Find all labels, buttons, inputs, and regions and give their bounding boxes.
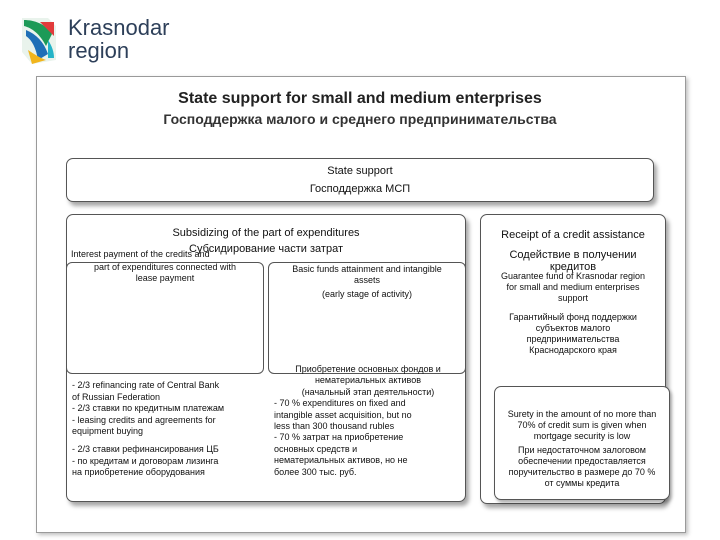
surety-en-line-1: Surety in the amount of no more than — [507, 409, 657, 419]
funds-line-6: less than 300 thousand rubles — [274, 421, 395, 432]
surety-en — [495, 409, 669, 442]
fund-en-line-2: for small and medium enterprises — [506, 282, 640, 292]
surety-box — [494, 386, 670, 500]
funds-label-2: assets — [353, 275, 380, 285]
krasnodar-region-logo — [18, 12, 170, 74]
guarantee-fund-en — [481, 271, 665, 304]
funds-details — [274, 364, 462, 478]
interest-line-7: - по кредитам и договорам лизинга — [72, 455, 219, 466]
interest-line-6: - 2/3 ставки рефинансирования ЦБ — [72, 443, 219, 454]
surety-ru-line-2: обеспечении предоставляется — [518, 456, 646, 466]
surety-ru-line-4: от суммы кредита — [544, 478, 620, 488]
basic-funds-box — [268, 262, 466, 374]
funds-line-1: Приобретение основных фондов и — [295, 364, 441, 374]
interest-line-5: equipment buying — [72, 426, 144, 437]
state-support-en: State support — [327, 165, 393, 177]
interest-line-8: на приобретение оборудования — [72, 467, 205, 478]
credit-ru-1: Содействие в получении — [509, 249, 637, 261]
interest-line-2: of Russian Federation — [72, 391, 161, 402]
funds-line-7: - 70 % затрат на приобретение — [274, 432, 404, 443]
guarantee-fund-ru — [481, 312, 665, 356]
fund-en-line-1: Guarantee fund of Krasnodar region — [500, 271, 646, 281]
interest-line-4: - leasing credits and agreements for — [72, 414, 216, 425]
funds-label-1: Basic funds attainment and intangible — [292, 264, 442, 274]
logo-text — [68, 16, 170, 62]
subsidizing-ru: Субсидирование части затрат — [189, 243, 343, 255]
lease-label-2: lease payment — [135, 273, 195, 283]
funds-line-5: intangible asset acquisition, but no — [274, 409, 412, 420]
fund-ru-line-2: субъектов малого — [535, 323, 611, 333]
logo-emblem-icon — [18, 16, 60, 68]
fund-ru-line-1: Гарантийный фонд поддержки — [509, 312, 637, 322]
funds-line-10: более 300 тыс. руб. — [274, 466, 357, 477]
surety-ru-line-1: При недостаточном залоговом — [518, 445, 646, 455]
subsidizing-en: Subsidizing of the part of expenditures — [172, 227, 360, 239]
funds-line-9: нематериальных активов, но не — [274, 455, 408, 466]
interest-line-3: - 2/3 ставки по кредитным платежам — [72, 403, 225, 414]
fund-ru-line-4: Краснодарского края — [529, 345, 617, 355]
fund-ru-line-3: предпринимательства — [526, 334, 620, 344]
surety-ru — [495, 445, 669, 489]
slide-title-en: State support for small and medium enterprises — [178, 90, 542, 107]
funds-line-8: основных средств и — [274, 443, 358, 454]
credit-ru-2: кредитов — [549, 261, 597, 273]
interest-details — [72, 380, 262, 479]
fund-en-line-3: support — [557, 293, 589, 303]
funds-line-3: (начальный этап деятельности) — [301, 386, 435, 397]
state-support-box — [66, 158, 654, 202]
logo-line-1: Krasnodar — [68, 15, 170, 40]
credit-en: Receipt of a credit assistance — [501, 229, 645, 241]
funds-line-4: - 70 % expenditures on fixed and — [274, 398, 406, 409]
state-support-ru: Господдержка МСП — [309, 183, 411, 195]
logo-line-2: region — [68, 38, 130, 63]
interest-label: Interest payment of the credits and — [71, 249, 210, 259]
slide-title-ru: Господдержка малого и среднего предпринимательства — [163, 111, 557, 127]
lease-label-1: part of expenditures connected with — [93, 262, 237, 272]
surety-en-line-2: 70% of credit sum is given when — [517, 420, 647, 430]
interest-line-1: - 2/3 refinancing rate of Central Bank — [72, 380, 220, 390]
funds-line-2: нематериальных активов — [314, 375, 422, 386]
surety-en-line-3: mortgage security is low — [533, 431, 631, 441]
funds-label-3: (early stage of activity) — [321, 289, 413, 299]
surety-ru-line-3: поручительство в размере до 70 % — [508, 467, 656, 477]
lease-payment-box — [66, 262, 264, 374]
